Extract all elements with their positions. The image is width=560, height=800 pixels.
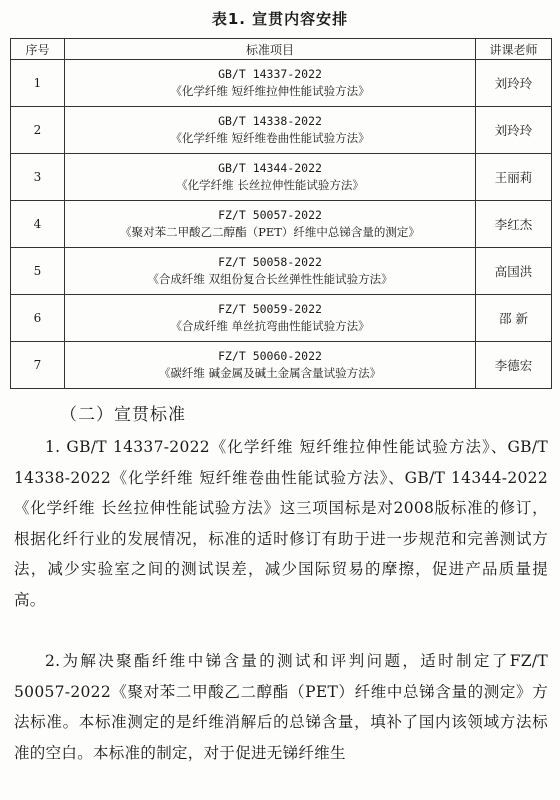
standard-cell — [64, 295, 475, 342]
table-caption: 表1. 宣贯内容安排 — [211, 10, 349, 28]
teacher-name: 邵 新 — [476, 295, 552, 342]
standard-cell — [64, 248, 475, 295]
row-number: 1 — [11, 60, 65, 107]
standard-title: 《合成纤维 双组份复合长丝弹性性能试验方法》 — [147, 272, 393, 286]
teacher-name: 刘玲玲 — [476, 60, 552, 107]
standard-code: FZ/T 50059-2022 — [218, 302, 322, 316]
header-standard-item: 标准项目 — [64, 39, 475, 60]
row-number: 5 — [11, 248, 65, 295]
table-row — [11, 201, 552, 248]
table-header-row — [11, 39, 552, 60]
header-no: 序号 — [11, 39, 65, 60]
row-number: 6 — [11, 295, 65, 342]
header-teacher: 讲课老师 — [476, 39, 552, 60]
section-heading: （二）宣贯标准 — [60, 405, 186, 425]
paragraph-2: 2.为解决聚酯纤维中锑含量的测试和评判问题，适时制定了FZ/T 50057-2022《聚对苯二甲酸乙二醇酯（PET）纤维中总锑含量的测定》方法标准。本标准测定的是纤维消解后的总锑含量，填补了国内该领域方法标准的空白。本标准的制定，对于促进无锑纤维生 — [14, 652, 548, 762]
standard-cell — [64, 154, 475, 201]
row-number: 2 — [11, 107, 65, 154]
standard-code: FZ/T 50060-2022 — [218, 349, 322, 363]
row-number: 3 — [11, 154, 65, 201]
table-row — [11, 295, 552, 342]
teacher-name: 刘玲玲 — [476, 107, 552, 154]
standard-title: 《合成纤维 单丝抗弯曲性能试验方法》 — [170, 319, 370, 333]
standard-code: GB/T 14337-2022 — [218, 67, 322, 81]
standard-title: 《碳纤维 碱金属及碱土金属含量试验方法》 — [158, 366, 382, 380]
standard-cell — [64, 107, 475, 154]
standard-title: 《化学纤维 长丝拉伸性能试验方法》 — [176, 178, 364, 192]
table-row — [11, 342, 552, 389]
teacher-name: 李德宏 — [476, 342, 552, 389]
teacher-name: 王丽莉 — [476, 154, 552, 201]
standard-code: GB/T 14338-2022 — [218, 114, 322, 128]
standard-title: 《化学纤维 短纤维拉伸性能试验方法》 — [170, 84, 370, 98]
table-row — [11, 154, 552, 201]
row-number: 7 — [11, 342, 65, 389]
table-row — [11, 107, 552, 154]
standard-code: FZ/T 50057-2022 — [218, 208, 322, 222]
standard-title: 《聚对苯二甲酸乙二醇酯（PET）纤维中总锑含量的测定》 — [120, 225, 420, 239]
paragraph-1: 1. GB/T 14337-2022《化学纤维 短纤维拉伸性能试验方法》、GB/T 14338-2022《化学纤维 短纤维卷曲性能试验方法》、GB/T 14344-2022《化学纤维 长丝拉伸性能试验方法》这三项国标是对2008版标准的修订，根据化纤行业的发展情况，标准的适时修订有助于进一步规范和完善测试方法，减少实验室之间的测试误差，减少国际贸易的摩擦，促进产品质量提高。 — [14, 438, 548, 609]
standard-cell — [64, 60, 475, 107]
standard-title: 《化学纤维 短纤维卷曲性能试验方法》 — [170, 131, 370, 145]
standard-code: FZ/T 50058-2022 — [218, 255, 322, 269]
standard-code: GB/T 14344-2022 — [218, 161, 322, 175]
table-row — [11, 248, 552, 295]
teacher-name: 李红杰 — [476, 201, 552, 248]
table-row — [11, 60, 552, 107]
teacher-name: 高国洪 — [476, 248, 552, 295]
row-number: 4 — [11, 201, 65, 248]
standard-cell — [64, 201, 475, 248]
standard-cell — [64, 342, 475, 389]
schedule-table — [10, 38, 552, 389]
